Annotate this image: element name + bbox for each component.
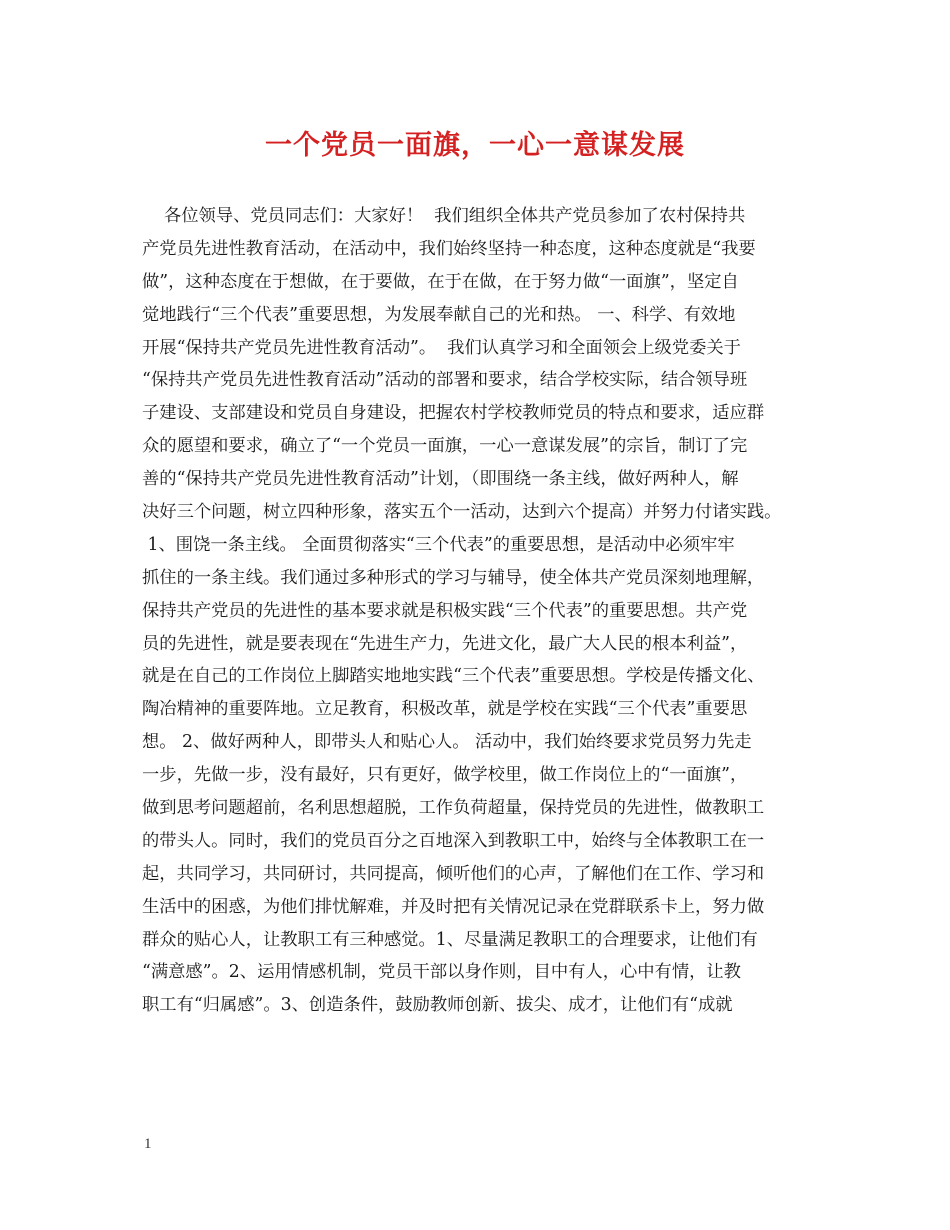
paragraph-line: 陶冶精神的重要阵地。立足教育，积极改革，就是学校在实践“三个代表”重要思 [142, 699, 748, 720]
paragraph-line: 产党员先进性教育活动，在活动中，我们始终坚持一种态度，这种态度就是“我要 [142, 238, 756, 259]
paragraph-line: 善的“保持共产党员先进性教育活动”计划，（即围绕一条主线，做好两种人，解 [142, 469, 739, 490]
paragraph-line: 做到思考问题超前，名利思想超脱，工作负荷超量，保持党员的先进性，做教职工 [142, 798, 765, 819]
paragraph-line: 做”，这种态度在于想做，在于要做，在于在做，在于努力做“一面旗”，坚定自 [142, 271, 739, 292]
paragraph-line: 抓住的一条主线。我们通过多种形式的学习与辅导，使全体共产党员深刻地理解， [142, 567, 765, 588]
paragraph-line: 群众的贴心人，让教职工有三种感觉。1、尽量满足教职工的合理要求，让他们有 [142, 929, 758, 950]
paragraph-line: 各位领导、党员同志们：大家好！ 我们组织全体共产党员参加了农村保持共 [142, 206, 746, 226]
document-body [142, 200, 812, 1022]
document-title: 一个党员一面旗，一心一意谋发展 [265, 130, 685, 161]
paragraph-line: 起，共同学习，共同研讨，共同提高，倾听他们的心声，了解他们在工作、学习和 [142, 863, 765, 884]
paragraph-line: 觉地践行“三个代表”重要思想，为发展奉献自己的光和热。 一、科学、有效地 [142, 304, 736, 325]
paragraph-line: 开展“保持共产党员先进性教育活动”。 我们认真学习和全面领会上级党委关于 [142, 337, 741, 358]
paragraph-line: 就是在自己的工作岗位上脚踏实地地实践“三个代表”重要思想。学校是传播文化、 [142, 666, 765, 687]
paragraph-line: 员的先进性，就是要表现在“先进生产力，先进文化，最广大人民的根本利益”， [142, 633, 748, 654]
paragraph-line: 保持共产党员的先进性的基本要求就是积极实践“三个代表”的重要思想。共产党 [142, 600, 748, 621]
page-number: 1 [144, 1136, 152, 1152]
paragraph-line: 众的愿望和要求，确立了“一个党员一面旗，一心一意谋发展”的宗旨，制订了完 [142, 436, 748, 457]
paragraph-line: 子建设、支部建设和党员自身建设，把握农村学校教师党员的特点和要求，适应群 [142, 403, 765, 424]
paragraph-line: “保持共产党员先进性教育活动”活动的部署和要求，结合学校实际，结合领导班 [142, 370, 748, 391]
paragraph-line: 职工有“归属感”。3、创造条件，鼓励教师创新、拔尖、成才，让他们有“成就 [142, 995, 733, 1016]
paragraph-line: 想。 2、做好两种人，即带头人和贴心人。 活动中，我们始终要求党员努力先走 [142, 732, 752, 753]
paragraph-line: 生活中的困惑，为他们排忧解难，并及时把有关情况记录在党群联系卡上，努力做 [142, 896, 765, 917]
paragraph-line: 一步，先做一步，没有最好，只有更好，做学校里，做工作岗位上的“一面旗”， [142, 765, 748, 786]
paragraph-line: 的带头人。同时，我们的党员百分之百地深入到教职工中，始终与全体教职工在一 [142, 830, 765, 851]
paragraph-line: “满意感”。2、运用情感机制，党员干部以身作则，目中有人，心中有情，让教 [142, 962, 741, 983]
paragraph-line: 决好三个问题，树立四种形象，落实五个一活动，达到六个提高）并努力付诸实践。 [142, 502, 782, 523]
paragraph-line: 1、围饶一条主线。 全面贯彻落实“三个代表”的重要思想，是活动中必须牢牢 [142, 534, 735, 555]
